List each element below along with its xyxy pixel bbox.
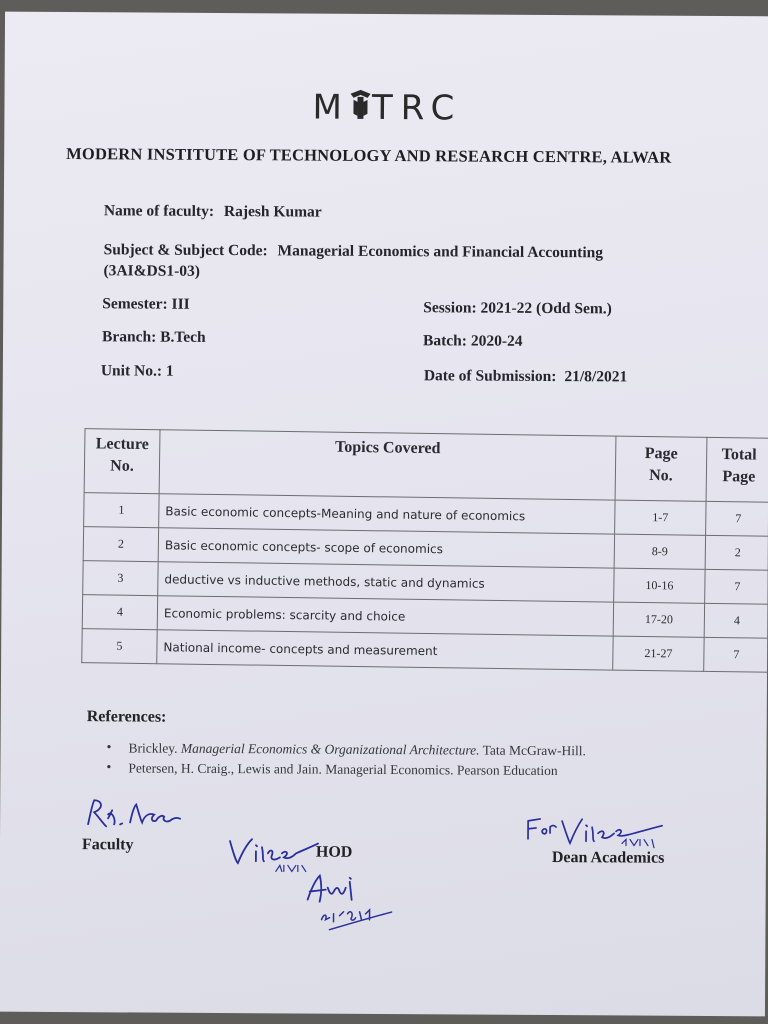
second-signature [299,869,409,941]
references-list [106,738,586,781]
faculty-signature [84,796,194,838]
total-pages: 4 [704,603,768,638]
session-value: 2021-22 (Odd Sem.) [480,299,612,318]
bullet-icon: • [106,760,112,776]
dean-label: Dean Academics [551,849,665,867]
branch-label: Branch: [102,328,157,346]
lecture-header: Lecture No. [84,429,160,494]
reference-author: Brickley. [128,740,178,756]
submission-value: 21/8/2021 [564,368,628,386]
lecture-number: 2 [83,527,158,562]
references-title: References: [86,708,167,726]
institute-name: MODERN INSTITUTE OF TECHNOLOGY AND RESEARCH CENTRE, ALWAR [66,144,672,167]
reference-title: Managerial Economics & Organizational Architecture. [180,740,480,758]
faculty-label: Faculty [81,836,134,854]
branch-field [102,328,206,347]
total-pages: 7 [706,501,768,536]
unit-label: Unit No.: [100,362,163,380]
faculty-field [104,202,322,221]
page-range: 17-20 [613,602,704,637]
lecture-number: 3 [83,561,158,596]
subject-code: (3AI&DS1-03) [103,262,200,280]
faculty-label: Name of faculty: [103,202,215,220]
subject-label: Subject & Subject Code: [103,241,268,260]
lecture-number: 5 [82,629,157,664]
submission-label: Date of Submission: [423,367,557,386]
page-header: Page No. [615,436,707,501]
unit-field [101,362,174,380]
institute-logo: M TRC [4,86,768,134]
reference-publisher: Managerial Economics. Pearson Education [325,761,558,779]
batch-label: Batch: [423,332,468,350]
session-field [423,299,612,318]
faculty-value: Rajesh Kumar [223,203,322,221]
subject-field [103,239,703,285]
submission-field [424,367,627,386]
table-header-row [84,429,768,503]
page-range: 8-9 [614,534,705,569]
topic-cell: Basic economic concepts- scope of economics [158,528,614,568]
page-range: 1-7 [615,500,706,535]
topics-header: Topics Covered [159,430,616,500]
page-range: 10-16 [614,568,705,603]
batch-value: 2020-24 [470,332,523,350]
semester-field [102,295,189,314]
topic-cell: Economic problems: scarcity and choice [157,596,613,636]
topic-cell: deductive vs inductive methods, static and dynamics [158,562,614,602]
reference-publisher: Tata McGraw-Hill. [482,742,586,759]
document-page [0,12,768,1017]
total-pages: 2 [705,535,768,570]
bullet-icon: • [106,740,112,756]
hod-label: HOD [315,843,353,861]
lecture-number: 4 [82,595,157,630]
semester-label: Semester: [102,295,168,313]
unit-value: 1 [165,362,174,380]
total-header: Total Page [706,437,768,502]
topics-table [81,428,768,673]
semester-value: III [171,295,190,313]
batch-field [423,332,523,351]
total-pages: 7 [705,569,768,604]
total-pages: 7 [704,637,768,672]
page-range: 21-27 [613,636,704,671]
branch-value: B.Tech [160,328,206,346]
lecture-number: 1 [84,493,159,528]
topic-cell: National income- concepts and measurement [157,630,613,670]
session-label: Session: [423,299,477,317]
torch-emblem-icon [348,88,374,131]
subject-value: Managerial Economics and Financial Accounting [277,242,604,262]
reference-item [106,758,585,781]
reference-author: Petersen, H. Craig., Lewis and Jain. [128,760,322,777]
topic-cell: Basic economic concepts-Meaning and nature of economics [159,494,615,534]
